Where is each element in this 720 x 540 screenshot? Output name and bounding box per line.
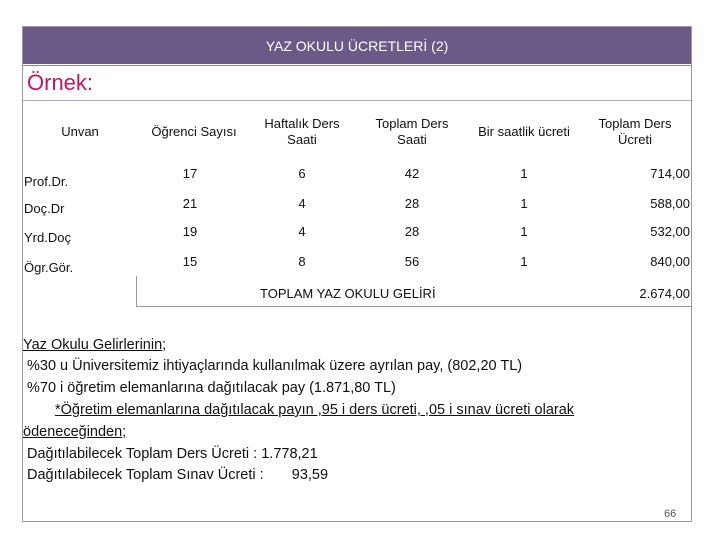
cell-haftalik: 4 [298, 224, 306, 239]
slide-title: YAZ OKULU ÜCRETLERİ (2) [23, 27, 691, 64]
cell-haftalik: 6 [298, 166, 306, 181]
cell-haftalik: 8 [298, 254, 306, 269]
divider [136, 276, 137, 306]
column-header-toplam-saat [362, 116, 462, 148]
cell-saatlik: 1 [520, 224, 528, 239]
note-line: Dağıtılabilecek Toplam Ders Ücreti : 1.778,21 [27, 446, 318, 462]
cell-toplam: 56 [404, 254, 420, 269]
note-line: ödeneceğinden; [23, 424, 127, 440]
note-line: %30 u Üniversitemiz ihtiyaçlarında kullanılmak üzere ayrılan pay, (802,20 TL) [27, 358, 523, 374]
cell-ucret: 714,00 [650, 166, 690, 181]
header-line: Saati [397, 132, 427, 147]
cell-toplam: 42 [404, 166, 420, 181]
column-header-ogrenci: Öğrenci Sayısı [151, 124, 237, 139]
column-header-toplam-ucret [584, 116, 686, 148]
note-value: 93,59 [291, 467, 329, 483]
cell-ogrenci: 17 [182, 166, 198, 181]
cell-saatlik: 1 [520, 196, 528, 211]
total-value: 2.674,00 [639, 286, 690, 301]
example-label: Örnek: [27, 70, 94, 95]
header-line: Toplam Ders [598, 116, 672, 131]
notes-heading: Yaz Okulu Gelirlerinin; [23, 337, 167, 353]
column-header-saatlik: Bir saatlik ücreti [478, 124, 570, 139]
cell-unvan: Doç.Dr [24, 201, 65, 216]
cell-ogrenci: 15 [182, 254, 198, 269]
cell-unvan: Ögr.Gör. [24, 260, 74, 275]
cell-ogrenci: 21 [182, 196, 198, 211]
note-label: Dağıtılabilecek Toplam Sınav Ücreti : [27, 467, 264, 483]
cell-ogrenci: 19 [182, 224, 198, 239]
cell-toplam: 28 [404, 196, 420, 211]
cell-haftalik: 4 [298, 196, 306, 211]
header-line: Haftalık Ders [264, 116, 340, 131]
note-line: %70 i öğretim elemanlarına dağıtılacak pay (1.871,80 TL) [27, 380, 396, 396]
column-header-unvan: Unvan [61, 124, 99, 139]
cell-unvan: Yrd.Doç [24, 230, 71, 245]
page-number: 66 [664, 508, 677, 520]
header-line: Toplam Ders [375, 116, 449, 131]
column-header-haftalik [252, 116, 352, 148]
note-line: *Öğretim elemanlarına dağıtılacak payın ,95 i ders ücreti, ,05 i sınav ücreti olarak [55, 402, 575, 418]
total-label: TOPLAM YAZ OKULU GELİRİ [260, 286, 436, 301]
header-line: Ücreti [618, 132, 652, 147]
divider [23, 65, 691, 66]
divider [136, 306, 691, 307]
cell-ucret: 588,00 [650, 196, 690, 211]
cell-toplam: 28 [404, 224, 420, 239]
divider [23, 100, 691, 101]
cell-saatlik: 1 [520, 166, 528, 181]
cell-ucret: 532,00 [650, 224, 690, 239]
header-line: Saati [287, 132, 317, 147]
cell-unvan: Prof.Dr. [24, 174, 69, 189]
note-line [27, 465, 328, 485]
cell-saatlik: 1 [520, 254, 528, 269]
cell-ucret: 840,00 [650, 254, 690, 269]
